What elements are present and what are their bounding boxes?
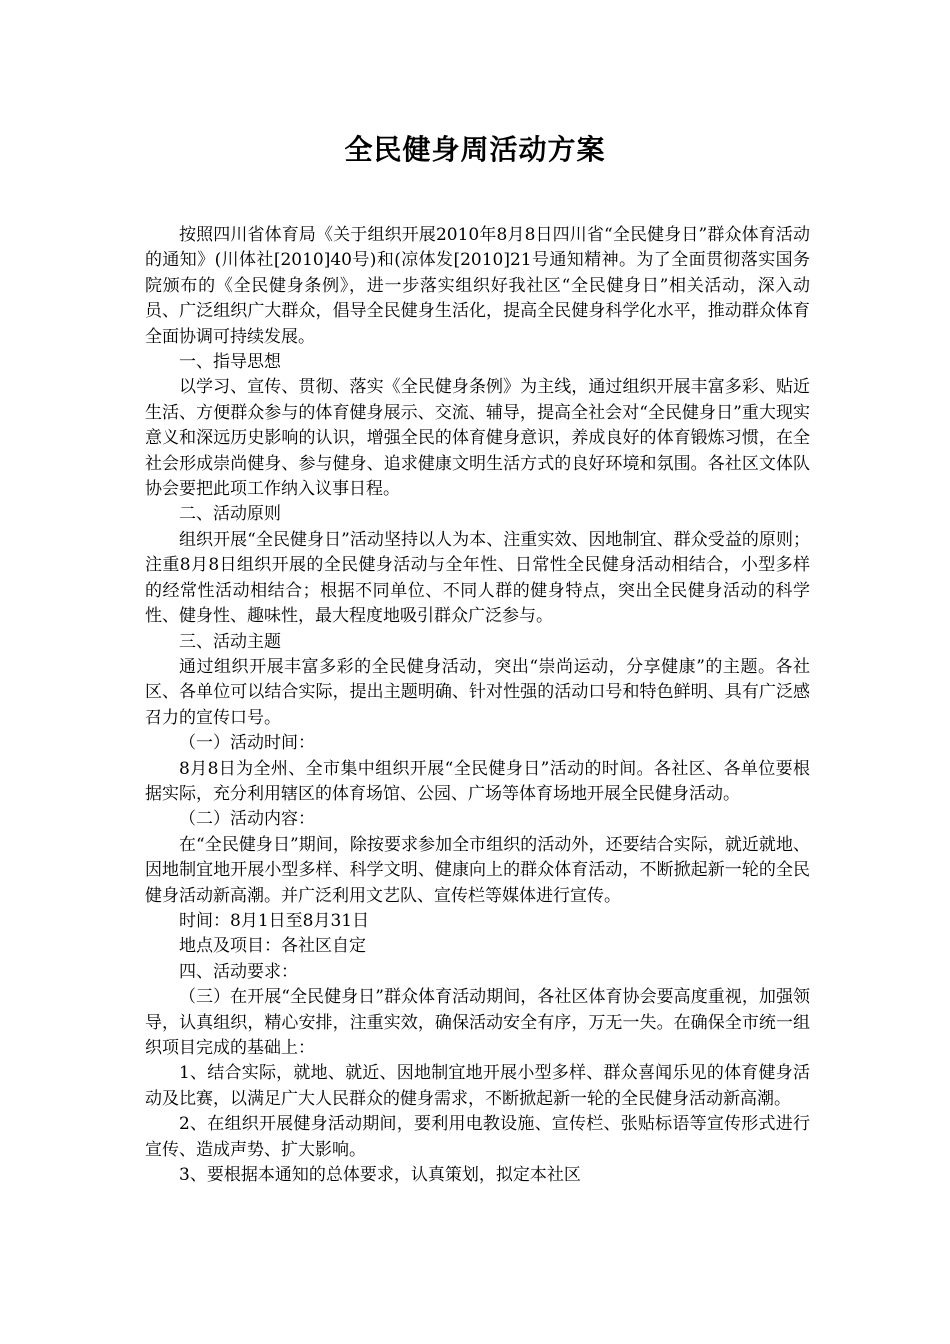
paragraph-activity-time: 8月8日为全州、全市集中组织开展“全民健身日”活动的时间。各社区、各单位要根据实际，充分利用辖区的体育场馆、公园、广场等体育场地开展全民健身活动。	[145, 758, 810, 804]
document-body	[145, 223, 810, 1188]
document-title: 全民健身周活动方案	[344, 133, 606, 166]
paragraph-requirement-3: 3、要根据本通知的总体要求，认真策划，拟定本社区	[179, 1165, 581, 1186]
section-heading-principles: 二、活动原则	[179, 504, 281, 525]
section-heading-theme: 三、活动主题	[179, 631, 281, 652]
subheading-activity-content: （二）活动内容：	[179, 809, 315, 830]
paragraph-intro: 按照四川省体育局《关于组织开展2010年8月8日四川省“全民健身日”群众体育活动的通知》(川体社[2010]40号)和(凉体发[2010]21号通知精神。为了全面贯彻落实国务院颁布的《全民健身条例》，进一步落实组织好我社区“全民健身日”相关活动，深入动员、广泛组织广大群众，倡导全民健身生活化，提高全民健身科学化水平，推动群众体育全面协调可持续发展。	[145, 225, 810, 347]
section-heading-requirements: 四、活动要求：	[179, 961, 298, 982]
paragraph-principles: 组织开展“全民健身日”活动坚持以人为本、注重实效、因地制宜、群众受益的原则；注重8月8日组织开展的全民健身活动与全年性、日常性全民健身活动相结合，小型多样的经常性活动相结合；根据不同单位、不同人群的健身特点，突出全民健身活动的科学性、健身性、趣味性，最大程度地吸引群众广泛参与。	[145, 529, 810, 627]
paragraph-requirement-1: 1、结合实际，就地、就近、因地制宜地开展小型多样、群众喜闻乐见的体育健身活动及比赛，以满足广大人民群众的健身需求，不断掀起新一轮的全民健身活动新高潮。	[145, 1063, 810, 1109]
paragraph-location: 地点及项目：各社区自定	[179, 936, 366, 957]
paragraph-guiding-thought: 以学习、宣传、贯彻、落实《全民健身条例》为主线，通过组织开展丰富多彩、贴近生活、方便群众参与的体育健身展示、交流、辅导，提高全社会对“全民健身日”重大现实意义和深远历史影响的认识，增强全民的体育健身意识，养成良好的体育锻炼习惯，在全社会形成崇尚健身、参与健身、追求健康文明生活方式的良好环境和氛围。各社区文体队协会要把此项工作纳入议事日程。	[145, 377, 810, 500]
section-heading-guiding-thought: 一、指导思想	[179, 352, 281, 373]
paragraph-requirements: （三）在开展“全民健身日”群众体育活动期间，各社区体育协会要高度重视，加强领导，认真组织，精心安排，注重实效，确保活动安全有序，万无一失。在确保全市统一组织项目完成的基础上：	[145, 987, 810, 1058]
paragraph-requirement-2: 2、在组织开展健身活动期间，要利用电教设施、宣传栏、张贴标语等宣传形式进行宣传、造成声势、扩大影响。	[145, 1114, 810, 1160]
paragraph-activity-content: 在“全民健身日”期间，除按要求参加全市组织的活动外，还要结合实际，就近就地、因地制宜地开展小型多样、科学文明、健康向上的群众体育活动，不断掀起新一轮的全民健身活动新高潮。并广泛利用文艺队、宣传栏等媒体进行宣传。	[145, 834, 810, 906]
subheading-activity-time: （一）活动时间：	[179, 733, 315, 754]
paragraph-time: 时间：8月1日至8月31日	[179, 910, 370, 931]
paragraph-theme: 通过组织开展丰富多彩的全民健身活动，突出“崇尚运动，分享健康”的主题。各社区、各单位可以结合实际，提出主题明确、针对性强的活动口号和特色鲜明、具有广泛感召力的宣传口号。	[145, 656, 810, 728]
